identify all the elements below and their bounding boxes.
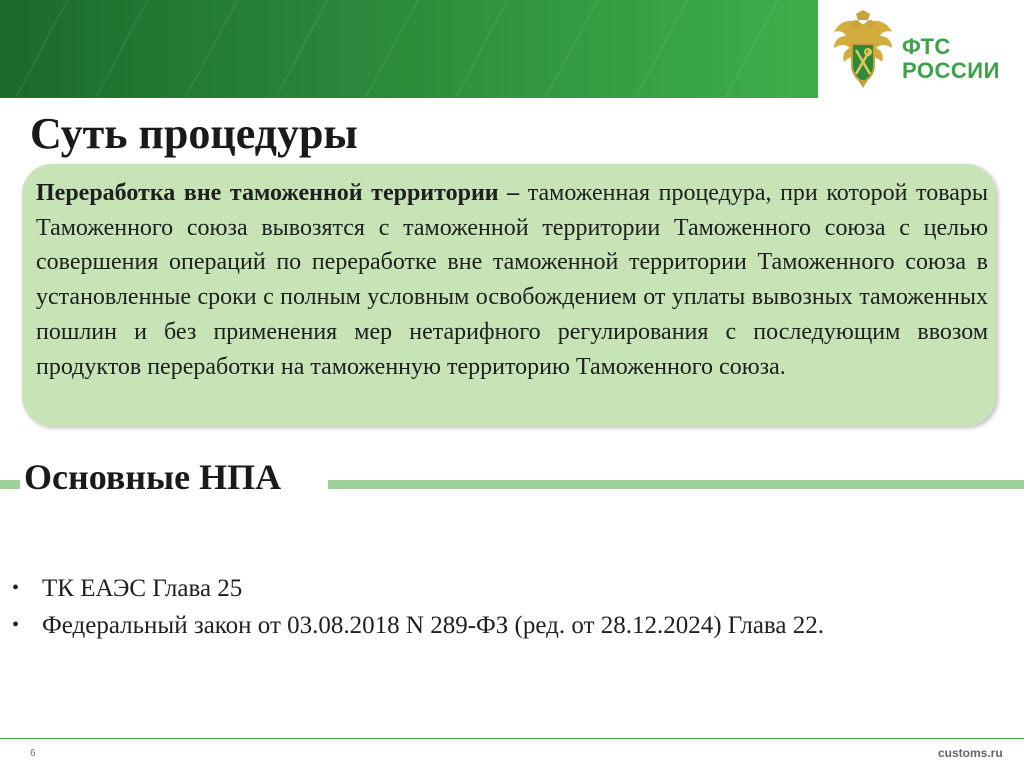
bullet: • [12, 614, 20, 636]
references-list [12, 570, 1002, 644]
fts-logo [818, 0, 1024, 98]
section-divider-right [328, 480, 1024, 489]
header-band [0, 0, 818, 98]
list-item [12, 570, 1002, 607]
list-item [12, 607, 1002, 644]
definition-text [36, 176, 988, 384]
definition-term: Переработка вне таможенной территории – [36, 180, 520, 206]
logo-text-line1: ФТС [902, 34, 951, 59]
definition-body: таможенная процедура, при которой товары Таможенного союза вывозятся с таможенной территории Таможенного союза с целью совершения операций по переработке вне таможенной территории Таможенного союза в установленные сроки с полным условным освобождением от уплаты вывозных таможенных пошлин и без применения мер нетарифного регулирования с последующим ввозом продуктов переработки на таможенную территорию Таможенного союза. [36, 180, 988, 380]
page-number: 6 [30, 748, 36, 759]
eagle-emblem-icon [832, 10, 894, 88]
bullet: • [12, 577, 20, 599]
slide-title: Суть процедуры [30, 109, 358, 158]
reference-text: ТК ЕАЭС Глава 25 [42, 575, 243, 602]
reference-text: Федеральный закон от 03.08.2018 N 289-ФЗ (ред. от 28.12.2024) Глава 22. [42, 612, 825, 639]
logo-text [902, 35, 1000, 83]
footer-divider [0, 738, 1024, 739]
section-title: Основные НПА [24, 457, 282, 497]
site-link[interactable]: customs.ru [938, 746, 1003, 760]
logo-text-line2: РОССИИ [902, 58, 1000, 83]
section-divider-left [0, 480, 20, 489]
